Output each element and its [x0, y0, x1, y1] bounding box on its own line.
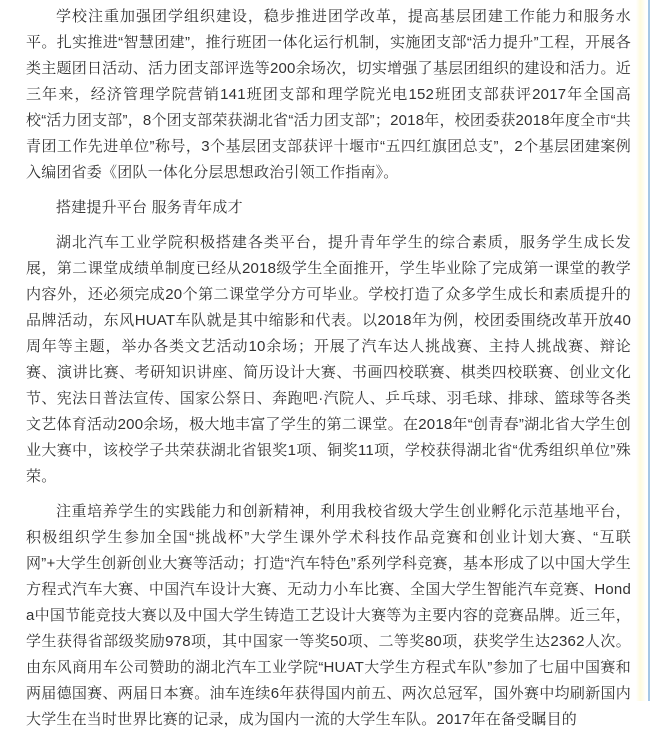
paragraph-innovation-practice: 注重培养学生的实践能力和创新精神，利用我校省级大学生创业孵化示范基地平台，积极组织学生参加全国“挑战杯”大学生课外学术科技作品竞赛和创业计划大赛、“互联网”+大学生创新创业大赛等活动；打造“汽车特色”系列学科竞赛，基本形成了以中国大学生方程式汽车大赛、中国汽车设计大赛、无动力小车比赛、全国大学生智能汽车竞赛、Honda中国节能竞技大赛以及中国大学生铸造工艺设计大赛等为主要内容的竞赛品牌。近三年，学生获得省部级奖励978项，其中国家一等奖50项、二等奖80项，获奖学生达2362人次。由东风商用车公司赞助的湖北汽车工业学院“HUAT大学生方程式车队”参加了七届中国赛和两届德国赛、两届日本赛。油车连续6年获得国内前五、两次总冠军，国外赛中均刷新国内大学生在当时世界比赛的记录，成为国内一流的大学生车队。2017年在备受瞩目的 [26, 503, 631, 728]
section-heading-platform: 搭建提升平台 服务青年成才 [56, 199, 243, 216]
paragraph-league-building: 学校注重加强团学组织建设，稳步推进团学改革，提高基层团建工作能力和服务水平。扎实推进“智慧团建”，推行班团一体化运行机制，实施团支部“活力提升”工程，开展各类主题团日活动、活力团支部评选等200余场次，切实增强了基层团组织的建设和活力。近三年来，经济管理学院营销141班团支部和理学院光电152班团支部获评2017年全国高校“活力团支部”，8个团支部荣获湖北省“活力团支部”；2018年，校团委获2018年度全市“共青团工作先进单位”称号，3个基层团支部获评十堰市“五四红旗团总支”，2个基层团建案例入编团省委《团队一体化分层思想政治引领工作指南》。 [26, 8, 631, 181]
window-border [648, 0, 650, 701]
paragraph-second-classroom: 湖北汽车工业学院积极搭建各类平台，提升青年学生的综合素质，服务学生成长发展，第二课堂成绩单制度已经从2018级学生全面推开，学生毕业除了完成第一课堂的教学内容外，还必须完成20个第二课堂学分方可毕业。学校打造了众多学生成长和素质提升的品牌活动，东风HUAT车队就是其中缩影和代表。以2018年为例，校团委围绕改革开放40周年等主题，举办各类文艺活动10余场；开展了汽车达人挑战赛、主持人挑战赛、辩论赛、演讲比赛、考研知识讲座、简历设计大赛、书画四校联赛、棋类四校联赛、创业文化节、宪法日普法宣传、国家公祭日、奔跑吧·汽院人、乒乓球、羽毛球、排球、篮球等各类文艺体育活动200余场，极大地丰富了学生的第二课堂。在2018年“创青春”湖北省大学生创业大赛中，该校学子共荣获湖北省银奖1项、铜奖11项，学校获得湖北省“优秀组织单位”殊荣。 [26, 234, 631, 485]
